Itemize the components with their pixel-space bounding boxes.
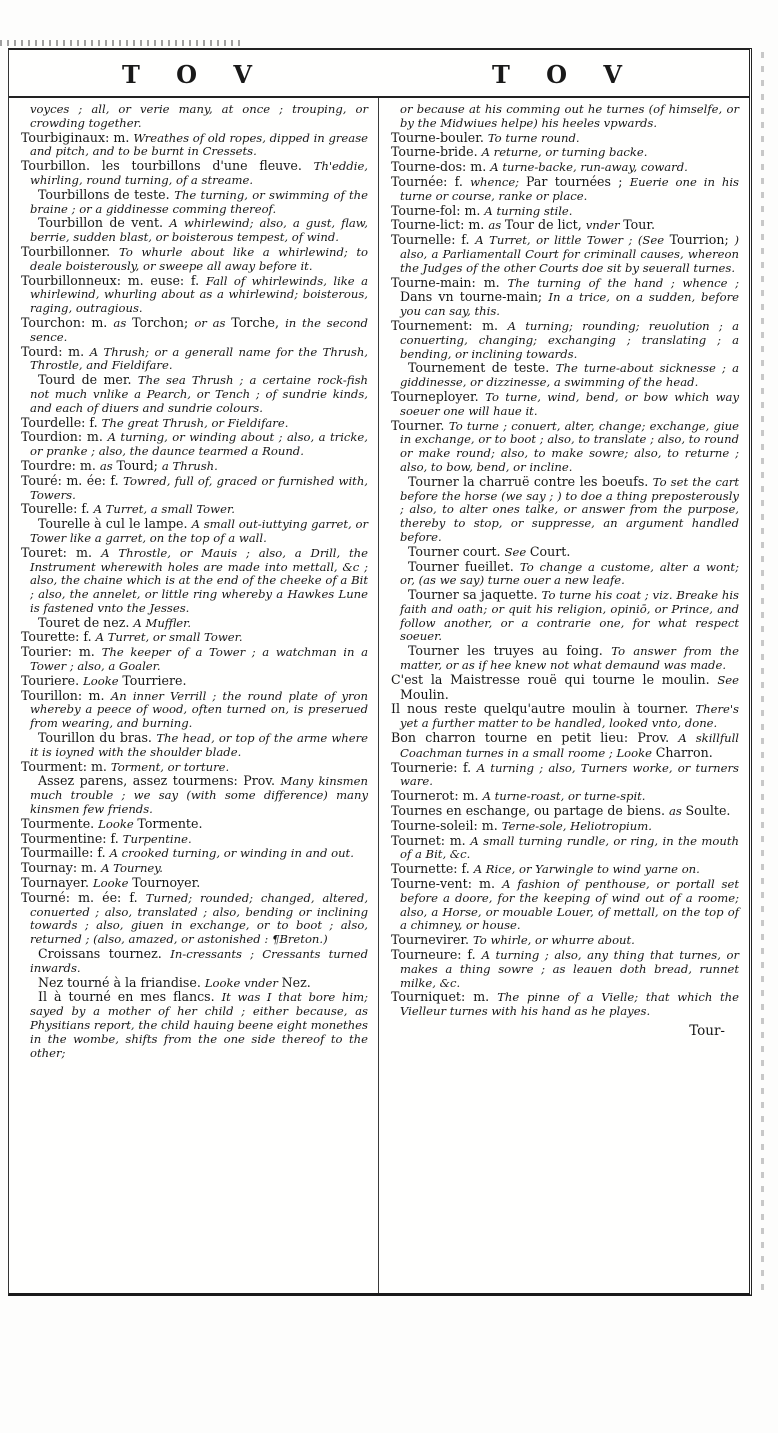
dictionary-entry	[391, 560, 739, 589]
dictionary-entry	[391, 862, 739, 877]
entry-definition: Looke	[98, 816, 138, 831]
entry-definition: as	[488, 218, 505, 233]
entry-term: Tourner fueillet.	[408, 558, 520, 574]
entry-term: Torchon;	[132, 314, 195, 330]
entry-term: Court.	[529, 543, 571, 559]
dictionary-entry	[21, 616, 368, 631]
dictionary-entry	[21, 245, 368, 274]
dictionary-entry	[21, 760, 368, 775]
scan-noise	[761, 52, 764, 1292]
entry-definition: ) also, a Parliamentall Court for criminall causes, whereon the Judges of the other Courts doe sit by seuerall turnes.	[400, 233, 740, 275]
entry-term: Charron.	[655, 744, 713, 760]
entry-term: Tourner.	[391, 417, 449, 433]
entry-term: Tourne-bouler.	[391, 129, 488, 145]
entry-term: Tourne-main: m.	[391, 274, 508, 290]
dictionary-entry	[391, 644, 739, 673]
entry-definition: A crooked turning, or winding in and out.	[109, 846, 354, 861]
entry-definition: voyces ; all, or verie many, at once ; trouping, or crowding together.	[30, 102, 368, 130]
entry-definition: A turne-backe, run-away, coward.	[490, 160, 688, 175]
entry-definition: To answer from the matter, or as if hee knew not what demaund was made.	[400, 644, 740, 673]
entry-term: Nez tourné à la friandise.	[38, 974, 205, 990]
entry-definition: A small out-iuttying garret, or Tower like a garret, on the top of a wall.	[30, 517, 368, 545]
entry-term: Tourier: m.	[21, 644, 102, 660]
entry-term: Tourbillon. les tourbillons d'une fleuve.	[21, 158, 314, 174]
entry-term: Moulin.	[400, 686, 449, 702]
entry-definition: Torment, or torture.	[110, 759, 230, 774]
entry-term: Tourdelle: f.	[21, 414, 102, 430]
dictionary-entry	[21, 846, 368, 861]
entry-term: Tourner la charruë contre les boeufs.	[408, 473, 653, 489]
dictionary-entry	[21, 832, 368, 847]
dictionary-entry	[391, 131, 739, 146]
dictionary-entry	[391, 877, 739, 933]
dictionary-entry	[21, 430, 368, 459]
entry-term: Tourbillonner.	[21, 243, 120, 259]
entry-definition: A Throstle, or Mauis ; also, a Drill, the Instrument wherewith holes are made into mettall, &c ; also, the chaine which is at the end of the cheeke of a Bit ; also, the annelet, or little ring whereby a Hawkes Lune is fastened vnto the Jesses.	[30, 545, 369, 615]
dictionary-entry	[391, 390, 739, 419]
dictionary-entry	[21, 517, 368, 546]
entry-definition: An inner Verrill ; the round plate of yron whereby a peece of wood, often turned on, is preserued from wearing, and burning.	[30, 688, 368, 731]
entry-term: Tournes en eschange, ou partage de biens.	[391, 803, 669, 819]
entry-term: Touriere.	[21, 672, 84, 688]
entry-term: Assez parens, assez tourmens: Prov.	[38, 773, 281, 789]
entry-term: Tournement: m.	[391, 317, 508, 333]
entry-definition: The turne-about sicknesse ; a giddinesse, or dizzinesse, a swimming of the head.	[400, 361, 739, 390]
entry-term: Tormente.	[137, 815, 203, 831]
entry-term: Tournayer.	[21, 875, 93, 891]
entry-term: Tourbiginaux: m.	[21, 129, 134, 145]
entry-definition: To set the cart before the horse (we say ; ) to doe a thing preposterously ; also, to alter ones talke, or answer from the purpose, thereby to stop, or suppresse, an argument handled before.	[400, 474, 739, 544]
dictionary-entry	[21, 891, 368, 947]
entry-definition: A turning ; also, Turners worke, or turners ware.	[400, 760, 739, 789]
entry-definition: The pinne of a Vielle; that which the Vielleur turnes with his hand as he playes.	[400, 990, 739, 1019]
entry-definition: Fall of whirlewinds, like a whirlewind, whurling about as a whirlewind; boisterous, raging, outragious.	[30, 273, 368, 316]
dictionary-entry	[21, 689, 368, 731]
dictionary-entry	[21, 188, 368, 217]
dictionary-entry	[391, 948, 739, 990]
entry-definition: To turne his coat ; viz. Breake his faith and oath; or quit his religion, opiniō, or Prince, and follow another, or a contrarie one, for what respect soeuer.	[400, 588, 739, 644]
entry-definition: In-cressants ; Cressants turned inwards.	[30, 947, 368, 975]
entry-definition: Terne-sole, Heliotropium.	[501, 818, 652, 833]
entry-definition: A Rice, or Yarwingle to wind yarne on.	[473, 862, 700, 877]
entry-term: Tourchon: m.	[21, 314, 114, 330]
entry-definition: The sea Thrush ; a certaine rock-fish not much vnlike a Pearch, or Tench ; of sundrie kinds, and each of diuers and sundrie colours.	[30, 373, 368, 415]
entry-term: Tourneployer.	[391, 388, 486, 404]
dictionary-entry	[391, 175, 739, 204]
entry-definition: A Turret, or small Tower.	[95, 630, 243, 645]
page-header	[9, 50, 749, 98]
entry-term: Torche,	[231, 314, 286, 330]
entry-term: Tourd;	[116, 457, 162, 473]
entry-term: Tour de lict,	[504, 217, 586, 233]
entry-term: Tourbillons de teste.	[38, 186, 175, 202]
entry-term: Tournette: f.	[391, 861, 474, 877]
dictionary-entry	[21, 373, 368, 415]
dictionary-entry	[21, 502, 368, 517]
entry-term: Tourneure: f.	[391, 947, 482, 963]
entry-term: Tournelle: f.	[391, 232, 476, 248]
dictionary-entry	[21, 976, 368, 991]
entry-term: Tourelle: f.	[21, 501, 94, 517]
entry-term: Tourne-vent: m.	[391, 876, 503, 892]
entry-term: Nez.	[281, 974, 311, 990]
entry-definition: The turning, or swimming of the braine ; or a giddinesse comming thereof.	[30, 187, 368, 216]
dictionary-entry	[21, 459, 368, 474]
text-body	[9, 98, 749, 1293]
entry-definition: To change a custome, alter a wont; or, (as we say) turne ouer a new leafe.	[400, 559, 739, 588]
dictionary-entry	[391, 419, 739, 475]
entry-definition: A whirlewind; also, a gust, flaw, berrie, sudden blast, or boisterous tempest, of wind.	[30, 216, 368, 245]
entry-definition: See	[717, 672, 739, 687]
dictionary-entry	[21, 274, 368, 316]
dictionary-entry	[21, 990, 368, 1060]
entry-term: Touret: m.	[21, 544, 102, 560]
entry-term: Tournay: m.	[21, 860, 102, 876]
entry-term: Tourillon: m.	[21, 687, 111, 703]
dictionary-entry	[21, 876, 368, 891]
entry-definition: as	[668, 804, 686, 819]
dictionary-entry	[391, 475, 739, 545]
entry-definition: as	[99, 458, 117, 473]
entry-definition: A turning, or winding about ; also, a tricke, or pranke ; also, the daunce tearmed a Round.	[30, 430, 368, 459]
entry-term: C'est la Maistresse rouë qui tourne le moulin.	[391, 671, 718, 687]
dictionary-entry	[391, 145, 739, 160]
dictionary-entry	[21, 674, 368, 689]
scan-noise	[0, 40, 240, 46]
dictionary-entry	[391, 804, 739, 819]
entry-definition: The turning of the hand ; whence ;	[507, 275, 739, 290]
entry-definition: A turning; rounding; reuolution ; a conuerting, changing; exchanging ; translating ; a bending, or inclining towards.	[400, 318, 739, 361]
entry-term: Tourdre: m.	[21, 457, 100, 473]
entry-term: Tourne-fol: m.	[391, 202, 485, 218]
entry-definition: The head, or top of the arme where it is ioyned with the shoulder blade.	[30, 731, 369, 759]
dictionary-entry	[391, 160, 739, 175]
entry-term: Tourd de mer.	[38, 372, 138, 388]
entry-definition: The great Thrush, or Fieldifare.	[101, 415, 289, 430]
entry-definition: Looke	[92, 876, 133, 891]
dictionary-entry	[21, 731, 368, 760]
entry-term: Tournet: m.	[391, 832, 471, 848]
dictionary-entry	[391, 789, 739, 804]
entry-definition: or because at his comming out he turnes (of himselfe, or by the Midwiues helpe) his heeles vpwards.	[400, 102, 739, 130]
entry-term: Tourné: m. ée: f.	[21, 889, 146, 905]
entry-term: Tourillon du bras.	[38, 730, 157, 746]
entry-definition: To whurle about like a whirlewind; to deale boisterously, or sweepe all away before it.	[30, 244, 368, 273]
entry-definition: See	[504, 544, 530, 559]
entry-definition: A turning stile.	[484, 203, 573, 218]
entry-definition: in the second sence.	[30, 315, 368, 344]
dictionary-entry	[391, 103, 739, 131]
dictionary-entry	[391, 673, 739, 703]
entry-term: Tourrion;	[669, 232, 735, 248]
dictionary-entry	[391, 702, 739, 731]
column-right	[379, 98, 749, 1293]
dictionary-entry	[21, 103, 368, 131]
entry-term: Touré: m. ée: f.	[21, 472, 124, 488]
dictionary-entry	[21, 630, 368, 645]
entry-definition: A Muffler.	[133, 615, 192, 630]
entry-definition: Th'eddie, whirling, round turning, of a streame.	[30, 159, 368, 187]
dictionary-entry	[21, 546, 368, 616]
entry-term: Par tournées ;	[526, 173, 630, 189]
entry-definition: Many kinsmen much trouble ; we say (with some difference) many kinsmen few friends.	[30, 774, 369, 817]
dictionary-entry	[21, 474, 368, 503]
entry-term: Tourelle à cul le lampe.	[38, 516, 192, 532]
entry-term: Tourment: m.	[21, 758, 111, 774]
entry-definition: The keeper of a Tower ; a watchman in a Tower ; also, a Goaler.	[30, 645, 368, 674]
entry-term: Tourmentine: f.	[21, 830, 123, 846]
entry-definition: vnder	[585, 218, 624, 233]
dictionary-entry	[391, 834, 739, 863]
entry-term: Tourne-soleil: m.	[391, 817, 502, 833]
entry-term: Dans vn tourne-main;	[400, 289, 549, 305]
entry-definition: Wreathes of old ropes, dipped in grease and pitch, and to be burnt in Cressets.	[30, 130, 369, 159]
entry-definition: To whirle, or whurre about.	[472, 933, 635, 948]
entry-definition: as	[113, 315, 133, 330]
dictionary-entry	[21, 774, 368, 816]
dictionary-entry	[391, 545, 739, 560]
entry-definition: A skillfull Coachman turnes in a small roome ; Looke	[400, 731, 739, 760]
running-title-right: T O V	[491, 60, 637, 89]
entry-definition: A turne-roast, or turne-spit.	[482, 789, 646, 804]
dictionary-entry	[21, 861, 368, 876]
entry-term: Tourmaille: f.	[21, 845, 110, 861]
entry-term: Tournerie: f.	[391, 759, 477, 775]
entry-definition: It was I that bore him; sayed by a mother of her child ; either because, as Physitians report, the child hauing beene eight monethes in the wombe, shifts from the one side thereof to the other;	[30, 990, 369, 1060]
entry-term: Tourne-lict: m.	[391, 217, 489, 233]
entry-definition: Turpentine.	[122, 831, 192, 846]
entry-term: Tourniquet: m.	[391, 989, 498, 1005]
dictionary-entry	[21, 316, 368, 345]
entry-term: Tourd: m.	[21, 343, 90, 359]
entry-term: Tour.	[623, 217, 656, 233]
entry-term: Tourbillon de vent.	[38, 215, 170, 231]
entry-term: Tourner sa jaquette.	[408, 587, 542, 603]
entry-term: Tournoyer.	[132, 875, 201, 891]
entry-definition: Turned; rounded; changed, altered, conuerted ; also, translated ; also, bending or inclining towards ; also, giuen in exchange, or to boot ; also, returned ; (also, amazed, or astonished : ¶Breton.)	[30, 890, 369, 947]
entry-definition: A returne, or turning backe.	[481, 145, 648, 160]
entry-definition: whence;	[470, 174, 527, 189]
entry-definition: Looke vnder	[204, 975, 282, 990]
dictionary-entry	[391, 933, 739, 948]
entry-term: Il nous reste quelqu'autre moulin à tourner.	[391, 701, 696, 717]
entry-term: Tournerot: m.	[391, 788, 483, 804]
entry-definition: Euerie one in his turne or course, ranke or place.	[400, 174, 739, 203]
dictionary-entry	[21, 159, 368, 188]
dictionary-entry	[391, 761, 739, 790]
dictionary-entry	[391, 319, 739, 361]
entry-term: Tourbillonneux: m. euse: f.	[21, 272, 206, 288]
entry-definition: A Thrush; or a generall name for the Thrush, Throstle, and Fieldifare.	[30, 344, 368, 373]
dictionary-entry	[391, 276, 739, 319]
entry-term: Tourne-bride.	[391, 144, 482, 160]
entry-term: Tourdion: m.	[21, 429, 108, 445]
entry-term: Tournevirer.	[391, 932, 473, 948]
dictionary-entry	[21, 645, 368, 674]
dictionary-entry	[21, 416, 368, 431]
dictionary-entry	[21, 345, 368, 374]
dictionary-entry	[391, 204, 739, 219]
entry-definition: a Thrush.	[161, 458, 218, 473]
catchword: Tour-	[689, 1023, 725, 1039]
entry-definition: A fashion of penthouse, or portall set before a doore, for the keeping of wind out of a roome; also, a Horse, or mouable Louer, of mettall, on the top of a chimney, or house.	[400, 877, 740, 933]
entry-definition: or as	[194, 315, 232, 330]
entry-definition: In a trice, on a sudden, before you can say, this.	[400, 290, 739, 319]
entry-term: Tourne-dos: m.	[391, 159, 491, 175]
dictionary-entry	[21, 131, 368, 160]
dictionary-entry	[391, 361, 739, 390]
dictionary-entry	[391, 233, 739, 275]
dictionary-entry	[391, 819, 739, 834]
entry-term: Tourmente.	[21, 815, 99, 831]
entry-definition: A Turret, a small Tower.	[93, 502, 235, 517]
dictionary-entry	[21, 216, 368, 245]
column-left	[9, 98, 379, 1293]
entry-definition: Towred, full of, graced or furnished with, Towers.	[30, 473, 368, 502]
entry-term: Tournement de teste.	[408, 360, 556, 376]
entry-term: Soulte.	[685, 803, 731, 819]
running-title-left: T O V	[121, 60, 267, 89]
entry-definition: A turning ; also, any thing that turnes, or makes a thing sowre ; as leauen doth bread, runnet milke, &c.	[400, 948, 740, 990]
entry-term: Touret de nez.	[38, 614, 134, 630]
entry-term: Tourette: f.	[21, 629, 96, 645]
dictionary-entry	[391, 588, 739, 644]
dictionary-entry	[21, 817, 368, 832]
entry-term: Tourriere.	[122, 672, 187, 688]
dictionary-entry	[391, 218, 739, 233]
entry-definition: A small turning rundle, or ring, in the mouth of a Bit, &c.	[400, 833, 739, 862]
entry-term: Tournée: f.	[391, 173, 471, 189]
dictionary-entry	[391, 731, 739, 761]
dictionary-entry	[21, 947, 368, 976]
page-frame	[8, 48, 752, 1296]
entry-term: Croissans tournez.	[38, 946, 171, 962]
entry-term: Bon charron tourne en petit lieu: Prov.	[391, 730, 679, 746]
dictionary-entry	[391, 990, 739, 1019]
entry-term: Tourner les truyes au foing.	[408, 643, 612, 659]
entry-term: Il à tourné en mes flancs.	[38, 989, 222, 1005]
entry-definition: To turne ; conuert, alter, change; exchange, giue in exchange, or to boot ; also, to translate ; also, to round or make round; also, to make sowre; also, to returne ; also, to bow, bend, or incline.	[400, 418, 740, 474]
entry-term: Tourner court.	[408, 543, 505, 559]
entry-definition: To turne round.	[487, 130, 580, 145]
entry-definition: A Turret, or little Tower ; (See	[475, 233, 670, 248]
entry-definition: To turne, wind, bend, or bow which way soeuer one will haue it.	[400, 389, 739, 418]
entry-definition: There's yet a further matter to be handled, looked vnto, done.	[400, 702, 739, 731]
entry-definition: Looke	[83, 673, 123, 688]
entry-definition: A Tourney.	[101, 861, 163, 876]
